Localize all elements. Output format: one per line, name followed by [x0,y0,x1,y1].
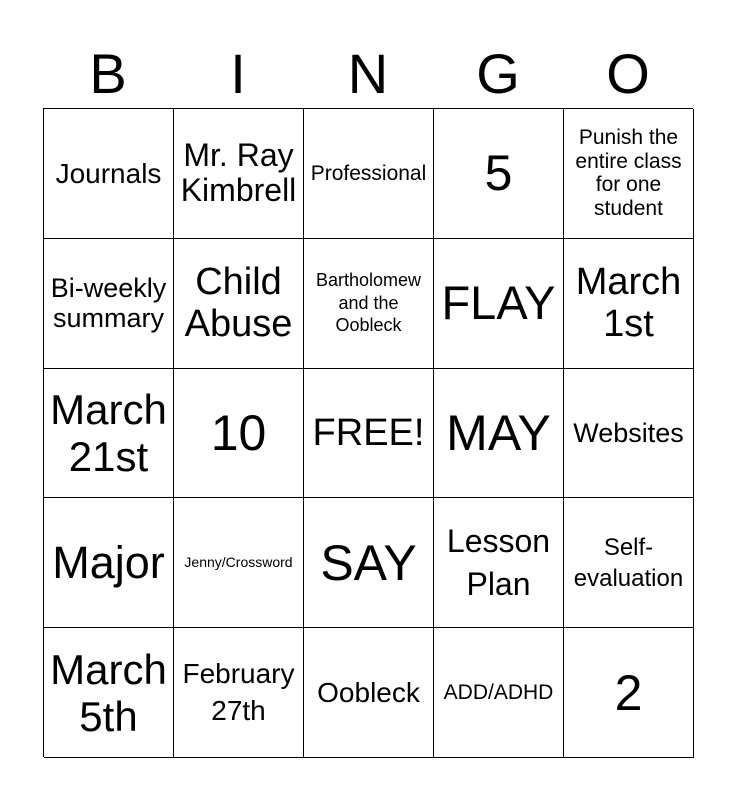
header-letter-b: B [89,42,127,105]
bingo-cell[interactable]: Mr. Ray Kimbrell [174,109,304,239]
bingo-cell[interactable]: Oobleck [304,628,434,758]
bingo-cell[interactable]: FLAY [434,239,564,369]
bingo-cell[interactable]: ADD/ADHD [434,628,564,758]
bingo-cell[interactable]: 5 [434,109,564,239]
bingo-header [43,40,693,108]
bingo-cell[interactable]: MAY [434,369,564,499]
bingo-cell[interactable]: Self-evaluation [564,498,694,628]
bingo-cell[interactable]: Punish the entire class for one student [564,109,694,239]
bingo-cell[interactable]: Websites [564,369,694,499]
bingo-cell[interactable]: FREE! [304,369,434,499]
header-letter-o: O [606,42,650,105]
bingo-cell[interactable]: 2 [564,628,694,758]
bingo-cell[interactable]: Professional [304,109,434,239]
header-letter-g: G [476,42,520,105]
bingo-cell[interactable]: Jenny/Crossword [174,498,304,628]
bingo-cell[interactable]: February 27th [174,628,304,758]
bingo-card [43,108,693,757]
bingo-cell[interactable]: 10 [174,369,304,499]
bingo-cell[interactable]: Lesson Plan [434,498,564,628]
bingo-cell[interactable]: March 1st [564,239,694,369]
bingo-cell[interactable]: Child Abuse [174,239,304,369]
header-letter-n: N [347,42,389,105]
bingo-cell[interactable]: March 21st [44,369,174,499]
bingo-cell[interactable]: SAY [304,498,434,628]
header-letter-i: I [230,42,246,105]
bingo-cell[interactable]: Journals [44,109,174,239]
bingo-cell[interactable]: March 5th [44,628,174,758]
bingo-cell[interactable]: Bi-weekly summary [44,239,174,369]
bingo-cell[interactable]: Bartholomew and the Oobleck [304,239,434,369]
bingo-cell[interactable]: Major [44,498,174,628]
